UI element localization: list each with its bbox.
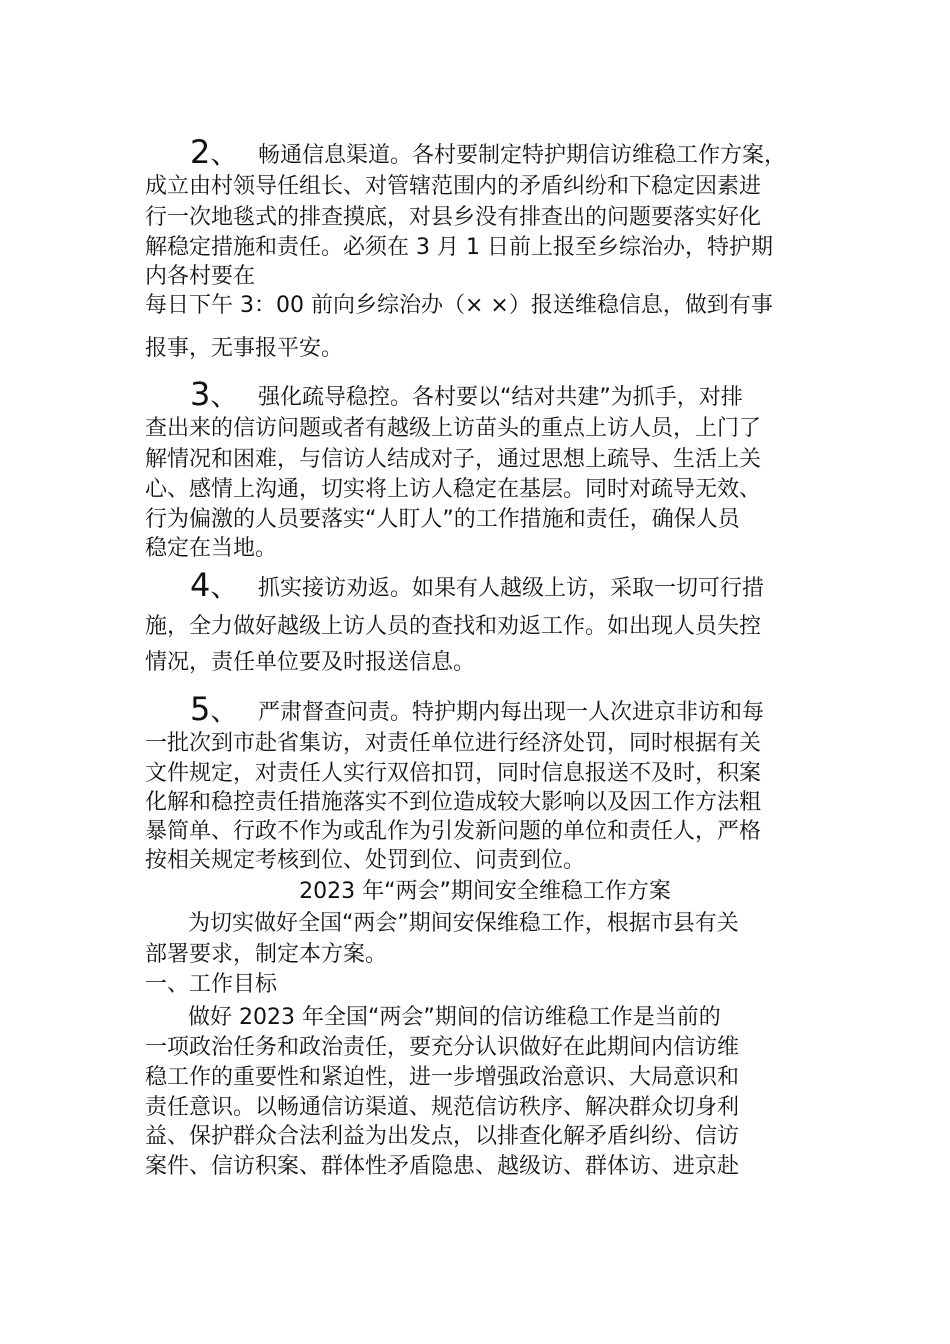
item-4-number: 4、	[190, 566, 239, 604]
plan-intro-line-1: 为切实做好全国“两会”期间安保维稳工作，根据市县有关	[188, 911, 739, 936]
goal-line-3: 稳工作的重要性和紧迫性，进一步增强政治意识、大局意识和	[145, 1065, 740, 1090]
plan-title: 2023 年“两会”期间安全维稳工作方案	[299, 879, 671, 904]
goal-line-6: 案件、信访积案、群体性矛盾隐患、越级访、群体访、进京赴	[145, 1154, 740, 1179]
item-4-line-2: 情况，责任单位要及时报送信息。	[145, 650, 476, 675]
item-3-line-3: 心、感情上沟通，切实将上访人稳定在基层。同时对疏导无效、	[145, 477, 762, 502]
item-4-heading: 抓实接访劝返。如果有人越级上访，采取一切可行措	[258, 576, 765, 601]
item-2-line-2: 行一次地毯式的排查摸底，对县乡没有排查出的问题要落实好化	[145, 205, 762, 230]
item-5-line-3: 化解和稳控责任措施落实不到位造成较大影响以及因工作方法粗	[145, 790, 762, 815]
item-3-line-5: 稳定在当地。	[145, 536, 278, 561]
plan-intro-line-2: 部署要求，制定本方案。	[145, 942, 388, 967]
item-2-heading: 畅通信息渠道。各村要制定特护期信访维稳工作方案，	[258, 143, 787, 168]
item-3-heading: 强化疏导稳控。各村要以“结对共建”为抓手，对排	[258, 385, 743, 410]
item-5-line-4: 暴简单、行政不作为或乱作为引发新问题的单位和责任人，严格	[145, 819, 762, 844]
item-2-number: 2、	[190, 133, 239, 171]
item-5-line-1: 一批次到市赴省集访，对责任单位进行经济处罚，同时根据有关	[145, 731, 762, 756]
item-5-heading: 严肃督查问责。特护期内每出现一人次进京非访和每	[258, 700, 765, 725]
item-4-line-1: 施，全力做好越级上访人员的查找和劝返工作。如出现人员失控	[145, 614, 762, 639]
goal-line-4: 责任意识。以畅通信访渠道、规范信访秩序、解决群众切身利	[145, 1095, 740, 1120]
item-2-line-4: 内各村要在	[145, 264, 256, 289]
goal-line-2: 一项政治任务和政治责任，要充分认识做好在此期间内信访维	[145, 1035, 740, 1060]
section-1-heading: 一、工作目标	[145, 972, 278, 997]
item-3-line-4: 行为偏激的人员要落实“人盯人”的工作措施和责任，确保人员	[145, 507, 740, 532]
item-5-line-2: 文件规定，对责任人实行双倍扣罚，同时信息报送不及时，积案	[145, 761, 762, 786]
item-2-line-6: 报事，无事报平安。	[145, 336, 344, 361]
goal-line-1: 做好 2023 年全国“两会”期间的信访维稳工作是当前的	[188, 1005, 721, 1030]
item-2-line-5: 每日下午 3：00 前向乡综治办（× ×）报送维稳信息，做到有事	[145, 293, 773, 318]
item-3-number: 3、	[190, 375, 239, 413]
item-3-line-2: 解情况和困难，与信访人结成对子，通过思想上疏导、生活上关	[145, 447, 762, 472]
item-3-line-1: 查出来的信访问题或者有越级上访苗头的重点上访人员，上门了	[145, 416, 762, 441]
item-5-line-5: 按相关规定考核到位、处罚到位、问责到位。	[145, 848, 586, 873]
goal-line-5: 益、保护群众合法利益为出发点，以排查化解矛盾纠纷、信访	[145, 1124, 740, 1149]
item-2-line-1: 成立由村领导任组长、对管辖范围内的矛盾纠纷和下稳定因素进	[145, 174, 762, 199]
item-2-line-3: 解稳定措施和责任。必须在 3 月 1 日前上报至乡综治办，特护期	[145, 235, 773, 260]
item-5-number: 5、	[190, 690, 239, 728]
